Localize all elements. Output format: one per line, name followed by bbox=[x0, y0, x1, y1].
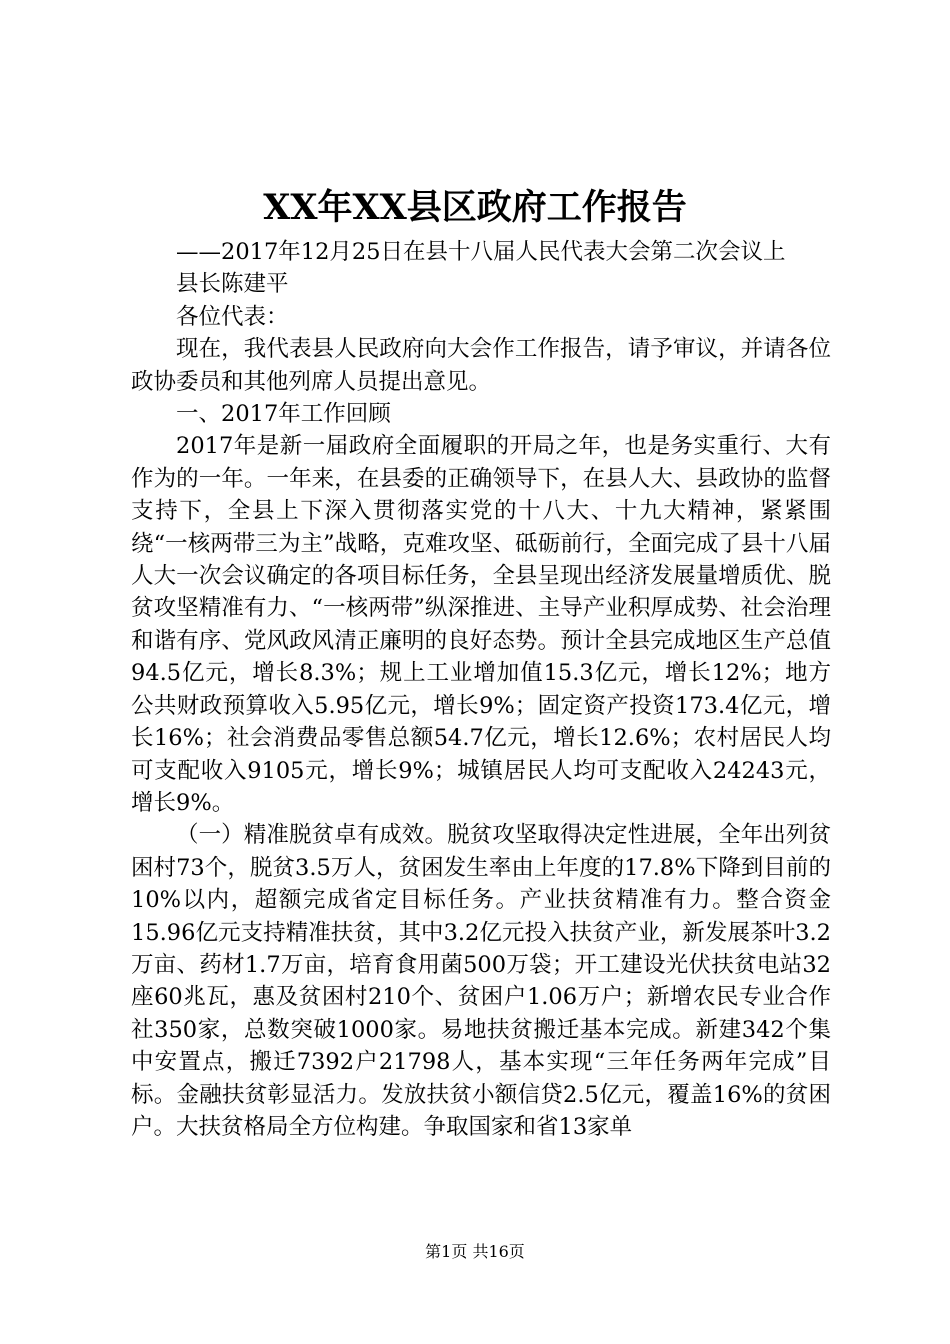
page-footer: 第1页 共16页 bbox=[425, 1242, 525, 1261]
speaker-paragraph: 县长陈建平 bbox=[176, 271, 289, 298]
section-heading: 一、2017年工作回顾 bbox=[176, 401, 391, 428]
subtitle-paragraph: ——2017年12月25日在县十八届人民代表大会第二次会议上 bbox=[176, 239, 786, 265]
opening-paragraph: 现在，我代表县人民政府向大会作工作报告，请予审议，并请各位政协委员和其他列席人员提出意见。 bbox=[131, 336, 831, 395]
poverty-paragraph: （一）精准脱贫卓有成效。脱贫攻坚取得决定性进展，全年出列贫困村73个，脱贫3.5万人，贫困发生率由上年度的17.8%下降到目前的10%以内，超额完成省定目标任务。产业扶贫精准有力。整合资金15.96亿元支持精准扶贫，其中3.2亿元投入扶贫产业，新发展茶叶3.2万亩、药材1.7万亩，培育食用菌500万袋；开工建设光伏扶贫电站32座60兆瓦，惠及贫困村210个、贫困户1.06万户；新增农民专业合作社350家，总数突破1000家。易地扶贫搬迁基本完成。新建342个集中安置点，搬迁7392户21798人，基本实现“三年任务两年完成”目标。金融扶贫彰显活力。发放扶贫小额信贷2.5亿元，覆盖16%的贫困户。大扶贫格局全方位构建。争取国家和省13家单 bbox=[131, 822, 831, 1140]
salutation-paragraph: 各位代表： bbox=[176, 303, 289, 330]
review-paragraph: 2017年是新一届政府全面履职的开局之年，也是务实重行、大有作为的一年。一年来，在县委的正确领导下，在县人大、县政协的监督支持下，全县上下深入贯彻落实党的十八大、十九大精神，紧紧围绕“一核两带三为主”战略，克难攻坚、砥砺前行，全面完成了县十八届人大一次会议确定的各项目标任务，全县呈现出经济发展量增质优、脱贫攻坚精准有力、“一核两带”纵深推进、主导产业积厚成势、社会治理和谐有序、党风政风清正廉明的良好态势。预计全县完成地区生产总值94.5亿元，增长8.3%；规上工业增加值15.3亿元，增长12%；地方公共财政预算收入5.95亿元，增长9%；固定资产投资173.4亿元，增长16%；社会消费品零售总额54.7亿元，增长12.6%；农村居民人均可支配收入9105元，增长9%；城镇居民人均可支配收入24243元，增长9%。 bbox=[131, 433, 831, 816]
document-body bbox=[131, 236, 831, 1143]
document-title: XX年XX县区政府工作报告 bbox=[263, 187, 687, 228]
